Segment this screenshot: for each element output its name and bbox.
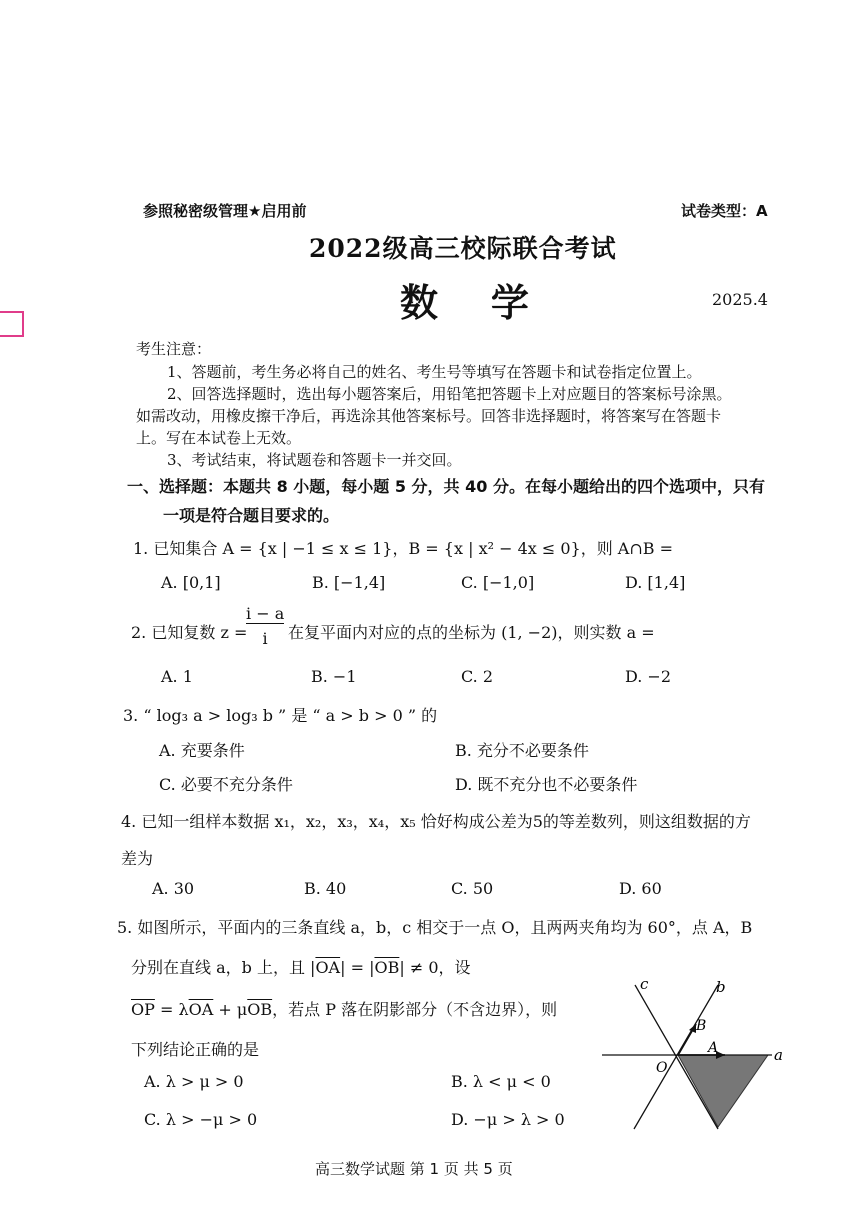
question-2-stem-b: 在复平面内对应的点的坐标为 (1, −2)，则实数 a = — [288, 623, 655, 642]
subject-title: 数 学 — [400, 280, 529, 325]
notice-item-3: 3、考试结束，将试题卷和答题卡一并交回。 — [167, 451, 462, 469]
q4-option-a: A. 30 — [152, 879, 195, 898]
paper-type-label: 试卷类型：A — [681, 202, 768, 220]
question-4-stem: 4. 已知一组样本数据 x₁，x₂，x₃，x₄，x₅ 恰好构成公差为5的等差数列，则这组数据的方 — [121, 812, 751, 831]
q4-option-d: D. 60 — [619, 879, 662, 898]
exam-date: 2025.4 — [712, 290, 768, 309]
q5-option-c: C. λ > −μ > 0 — [144, 1110, 258, 1129]
section-heading: 一、选择题：本题共 8 小题，每小题 5 分，共 40 分。在每小题给出的四个选项中，只有 — [127, 477, 765, 496]
q2-option-d: D. −2 — [625, 667, 672, 686]
q4-option-c: C. 50 — [451, 879, 494, 898]
confidential-label: 参照秘密级管理★启用前 — [143, 202, 307, 220]
question-5-stem-line2: 分别在直线 a，b 上，且 $|\overline{OA}| = |\overline{OB}| \ne 0$，设 — [131, 958, 471, 977]
q2-option-b: B. −1 — [311, 667, 357, 686]
q5-line-figure — [600, 975, 800, 1135]
q3-option-d: D. 既不充分也不必要条件 — [455, 775, 638, 794]
q2-option-a: A. 1 — [161, 667, 193, 686]
shaded-region — [678, 1055, 768, 1127]
q1-option-d: D. [1,4] — [625, 573, 686, 592]
q1-option-a: A. [0,1] — [161, 573, 221, 592]
margin-mark — [0, 311, 24, 337]
label-c: c — [640, 975, 649, 993]
q3-option-b: B. 充分不必要条件 — [455, 741, 589, 760]
question-5-stem-line3: $\overline{OP} = \lambda\overline{OA} + \mu\overline{OB}$，若点 P 落在阴影部分（不含边界），则 — [131, 1000, 558, 1019]
q1-option-c: C. [−1,0] — [461, 573, 535, 592]
page-footer: 高三数学试题 第 1 页 共 5 页 — [315, 1160, 513, 1178]
notice-item-2: 2、回答选择题时，选出每小题答案后，用铅笔把答题卡上对应题目的答案标号涂黑。 — [167, 385, 732, 403]
section-heading-cont: 一项是符合题目要求的。 — [163, 506, 340, 525]
q3-option-c: C. 必要不充分条件 — [159, 775, 293, 794]
question-1-stem: 1. 已知集合 A = {x | −1 ≤ x ≤ 1}，B = {x | x² − 4x ≤ 0}，则 A∩B = — [133, 539, 674, 558]
question-3-stem: 3. “ log₃ a > log₃ b ” 是 “ a > b > 0 ” 的 — [123, 706, 438, 725]
q5-option-b: B. λ < μ < 0 — [451, 1072, 551, 1091]
question-5-stem: 5. 如图所示，平面内的三条直线 a，b，c 相交于一点 O，且两两夹角均为 60°，点 A，B — [117, 918, 753, 937]
q2-option-c: C. 2 — [461, 667, 494, 686]
q4-option-b: B. 40 — [304, 879, 347, 898]
notice-heading: 考生注意： — [136, 340, 212, 358]
q3-option-a: A. 充要条件 — [159, 741, 245, 760]
q1-option-b: B. [−1,4] — [312, 573, 386, 592]
exam-title: 2022级高三校际联合考试 — [309, 234, 617, 263]
question-4-stem-cont: 差为 — [121, 849, 154, 868]
label-B: B — [696, 1018, 707, 1034]
q5-option-d: D. −μ > λ > 0 — [451, 1110, 565, 1129]
question-5-stem-line4: 下列结论正确的是 — [131, 1040, 260, 1059]
q5-option-a: A. λ > μ > 0 — [144, 1072, 244, 1091]
notice-item-2-end: 上。写在本试卷上无效。 — [136, 429, 302, 447]
label-a: a — [774, 1046, 783, 1064]
label-O: O — [656, 1060, 668, 1076]
notice-item-1: 1、答题前，考生务必将自己的姓名、考生号等填写在答题卡和试卷指定位置上。 — [167, 363, 702, 381]
question-2-stem-a: 2. 已知复数 z = — [131, 623, 248, 642]
label-b: b — [716, 978, 726, 996]
q2-fraction-denominator: i — [262, 629, 268, 648]
q2-fraction-numerator: i − a — [246, 604, 285, 623]
notice-item-2-cont: 如需改动，用橡皮擦干净后，再选涂其他答案标号。回答非选择题时，将答案写在答题卡 — [136, 407, 722, 425]
label-A: A — [708, 1040, 719, 1056]
